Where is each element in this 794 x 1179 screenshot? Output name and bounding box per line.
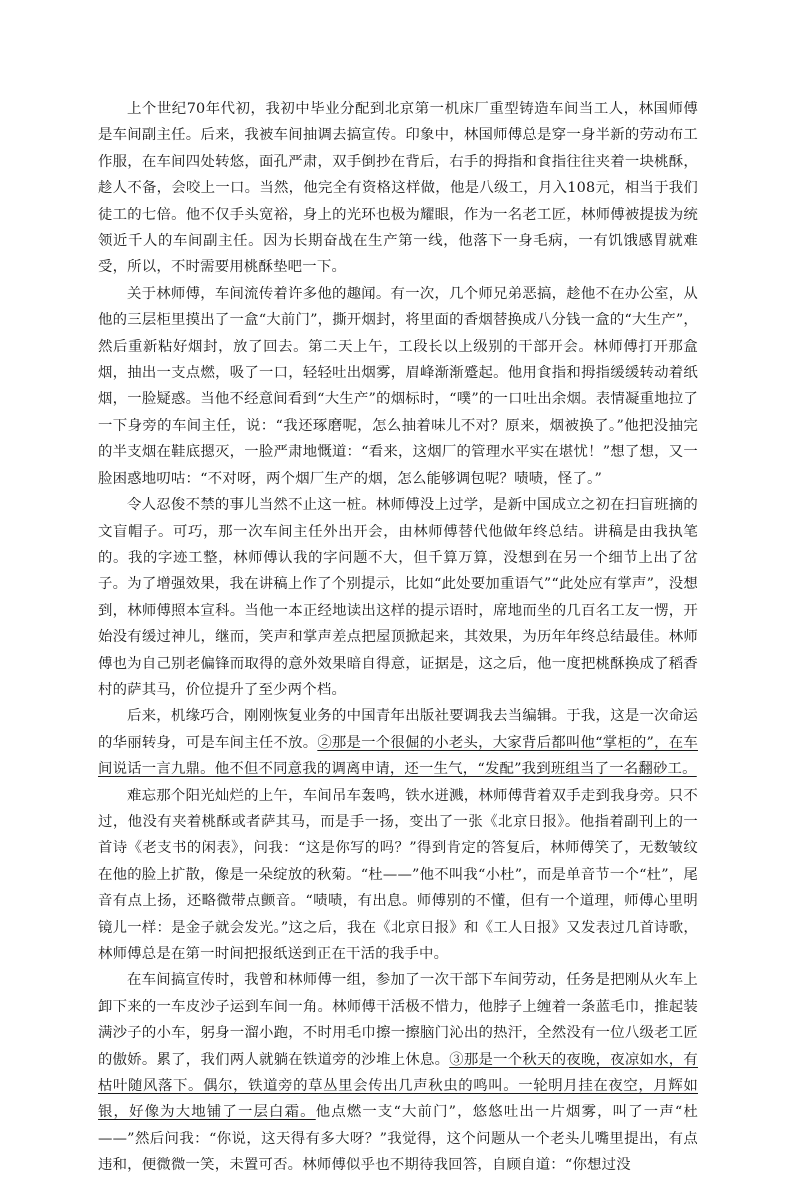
paragraph-text: 令人忍俊不禁的事儿当然不止这一桩。林师傅没上过学，是新中国成立之初在扫盲班摘的文盲帽子。可巧，那一次车间主任外出开会，由林师傅替代他做年终总结。讲稿是由我执笔的。我的字迹工整，林师傅认我的字问题不大，但千算万算，没想到在另一个细节上出了岔子。为了增强效果，我在讲稿上作了个别提示，比如“此处要加重语气”“此处应有掌声”，没想到，林师傅照本宣科。当他一本正经地读出这样的提示语时，席地而坐的几百名工友一愣，开始没有缓过神儿，继而，笑声和掌声差点把屋顶掀起来，其效果，为历年年终总结最佳。林师傅也为自己别老偏锋而取得的意外效果暗自得意，证据是，这之后，他一度把桃酥换成了稻香村的萨其马，价位提升了至少两个档。 — [98, 497, 698, 698]
paragraph-6 — [98, 967, 698, 1178]
underlined-sentence-2: ②那是一个很倔的小老头，大家背后都叫他“掌柜的”，在车间说话一言九鼎。他不但不同意我的调离申请，还一生气，“发配”我到班组当了一名翻砂工。 — [98, 734, 698, 778]
paragraph-text: 后来，机缘巧合，刚刚恢复业务的中国青年出版社要调我去当编辑。于我，这是一次命运的华丽转身，可是车间主任不放。 — [98, 708, 698, 751]
paragraph-3 — [98, 492, 698, 703]
paragraph-text: 上个世纪70年代初，我初中毕业分配到北京第一机床厂重型铸造车间当工人，林国师傅是车间副主任。后来，我被车间抽调去搞宣传。印象中，林国师傅总是穿一身半新的劳动布工作服，在车间四处转悠，面孔严肃，双手倒抄在背后，右手的拇指和食指往往夹着一块桃酥，趁人不备，会咬上一口。当然，他完全有资格这样做，他是八级工，月入108元，相当于我们徒工的七倍。他不仅手头宽裕，身上的光环也极为耀眼，作为一名老工匠，林师傅被提拔为统领近千人的车间副主任。因为长期奋战在生产第一线，他落下一身毛病，一有饥饿感胃就难受，所以，不时需要用桃酥垫吧一下。 — [98, 101, 698, 276]
paragraph-5 — [98, 783, 698, 968]
document-page — [98, 96, 698, 1179]
paragraph-2 — [98, 281, 698, 492]
paragraph-4 — [98, 703, 698, 782]
paragraph-1 — [98, 96, 698, 281]
paragraph-text: 难忘那个阳光灿烂的上午，车间吊车轰鸣，铁水迸溅，林师傅背着双手走到我身旁。只不过，他没有夹着桃酥或者萨其马，而是手一扬，变出了一张《北京日报》。他指着副刊上的一首诗《老支书的闲表》，问我：“这是你写的吗？”得到肯定的答复后，林师傅笑了，无数皱纹在他的脸上扩散，像是一朵绽放的秋菊。“杜——”他不叫我“小杜”，而是单音节一个“杜”，尾音有点上扬，还略微带点颤音。“啧啧，有出息。师傅别的不懂，但有一个道理，师傅心里明镜儿一样：是金子就会发光。”这之后，我在《北京日报》和《工人日报》又发表过几首诗歌，林师傅总是在第一时间把报纸送到正在干活的我手中。 — [98, 787, 698, 962]
paragraph-text: 关于林师傅，车间流传着许多他的趣闻。有一次，几个师兄弟恶搞，趁他不在办公室，从他的三层柜里摸出了一盒“大前门”，撕开烟封，将里面的香烟替换成八分钱一盒的“大生产”，然后重新粘好烟封，放了回去。第二天上午，工段长以上级别的干部开会。林师傅打开那盒烟，抽出一支点燃，吸了一口，轻轻吐出烟雾，眉峰渐渐蹙起。他用食指和拇指缓缓转动着纸烟，一脸疑惑。当他不经意间看到“大生产”的烟标时，“噗”的一口吐出余烟。表情凝重地拉了一下身旁的车间主任，说：“我还琢磨呢，怎么抽着味儿不对？原来，烟被换了。”他把没抽完的半支烟在鞋底摁灭，一脸严肃地慨道：“看来，这烟厂的管理水平实在堪忧！”想了想，又一脸困惑地叨咕：“不对呀，两个烟厂生产的烟，怎么能够调包呢？啧啧，怪了。” — [98, 285, 698, 487]
underlined-sentence-3: ③那是一个秋天的夜晚，夜凉如水，有枯叶随风落下。偶尔，铁道旁的草丛里会传出几声秋虫的鸣叫。一轮明月挂在夜空，月辉如银，好像为大地铺了一层白霜。 — [98, 1051, 698, 1121]
paragraph-text: 在车间搞宣传时，我曾和林师傅一组，参加了一次干部下车间劳动，任务是把刚从火车上卸下来的一车皮沙子运到车间一角。林师傅干活极不惜力，他脖子上缠着一条蓝毛巾，推起装满沙子的小车，躬身一溜小跑，不时用毛巾擦一擦脑门沁出的热汗，全然没有一位八级老工匠的傲娇。累了，我们两人就躺在铁道旁的沙堆上休息。 — [98, 972, 698, 1068]
paragraph-text: 他点燃一支“大前门”，悠悠吐出一片烟雾，叫了一声“杜——”然后问我：“你说，这天得有多大呀？”我觉得，这个问题从一个老头儿嘴里提出，有点违和，便微微一笑，未置可否。林师傅似乎也不期待我回答，自顾自道：“你想过没 — [98, 1104, 698, 1174]
